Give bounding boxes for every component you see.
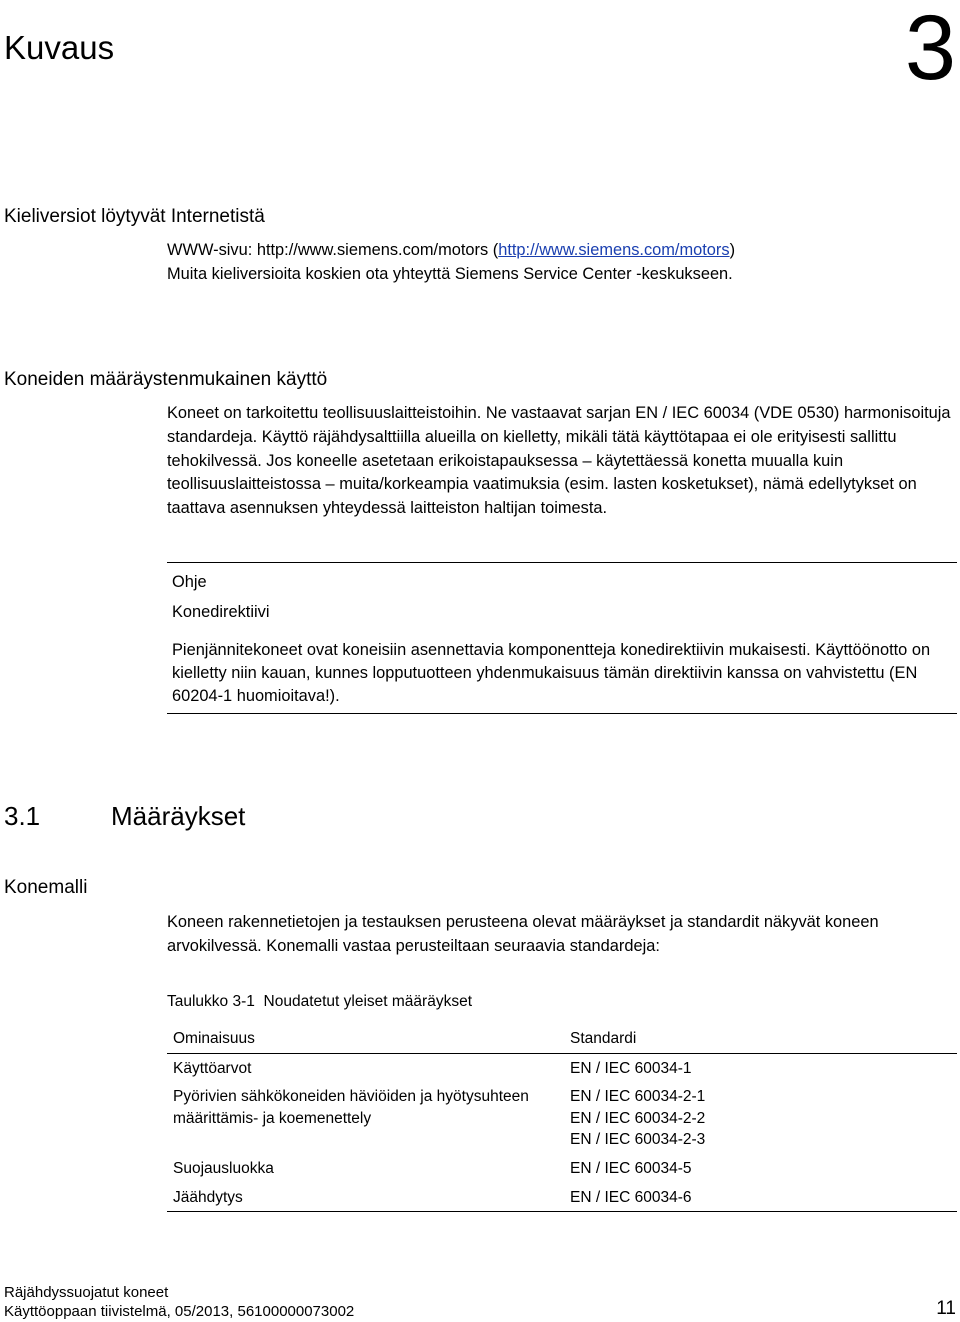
standard-value: EN / IEC 60034-1 — [570, 1059, 692, 1077]
note-box — [167, 562, 957, 714]
machine-design-heading: Konemalli — [4, 877, 88, 898]
language-versions-body — [167, 239, 957, 287]
footer-document-title: Räjähdyssuojatut koneet — [4, 1284, 169, 1301]
intended-use-heading: Koneiden määräystenmukainen käyttö — [4, 369, 328, 390]
note-label: Ohje — [172, 573, 207, 591]
note-title: Konedirektiivi — [172, 603, 270, 621]
chapter-title: Kuvaus — [4, 29, 115, 66]
table-row — [167, 1082, 957, 1154]
standard-cell — [564, 1053, 957, 1082]
intended-use-text — [167, 402, 957, 521]
table-row — [167, 1053, 957, 1082]
section-title — [4, 800, 245, 832]
property-cell: Suojausluokka — [173, 1159, 274, 1177]
table-caption — [167, 991, 472, 1013]
standard-cell — [564, 1183, 957, 1212]
note-text: Pienjännitekoneet ovat koneisiin asennettavia komponentteja konedirektiivin mukaisesti. Käyttöönotto on kielletty niin kauan, kunnes lopputuotteen yhdenmukaisuus tämän direktiivin kanssa on vahvistettu (EN 60204-1 huomioitava!). — [172, 641, 931, 706]
regulations-table — [167, 1025, 957, 1212]
property-cell: Käyttöarvot — [173, 1059, 252, 1077]
siemens-motors-link[interactable]: http://www.siemens.com/motors — [498, 241, 730, 259]
standard-value: EN / IEC 60034-2-3 — [570, 1131, 706, 1149]
language-versions-heading: Kieliversiot löytyvät Internetistä — [4, 206, 265, 227]
table-row — [167, 1154, 957, 1183]
column-header-property: Ominaisuus — [167, 1025, 564, 1053]
section-title-text: Määräykset — [111, 801, 246, 831]
standard-value: EN / IEC 60034-2-1 — [570, 1088, 706, 1106]
page-number: 11 — [936, 1298, 956, 1319]
machine-design-paragraph: Koneen rakennetietojen ja testauksen perusteena olevat määräykset ja standardit näkyvät koneen arvokilvessä. Konemalli vastaa perusteiltaan seuraavia standardeja: — [167, 913, 879, 955]
footer-document-info: Käyttöoppaan tiivistelmä, 05/2013, 56100000073002 — [4, 1303, 355, 1320]
table-row — [167, 1183, 957, 1212]
property-cell: Jäähdytys — [167, 1183, 564, 1212]
machine-design-text — [167, 911, 957, 959]
column-header-standard: Standardi — [564, 1025, 957, 1053]
standard-value: EN / IEC 60034-6 — [570, 1188, 692, 1206]
section-number: 3.1 — [4, 801, 41, 831]
table-caption-number: Taulukko 3-1 — [167, 993, 255, 1010]
property-cell: Pyörivien sähkökoneiden häviöiden ja hyötysuhteen määrittämis- ja koemenettely — [173, 1088, 529, 1127]
intended-use-paragraph: Koneet on tarkoitettu teollisuuslaitteistoihin. Ne vastaavat sarjan EN / IEC 60034 (VDE 0530) harmonisoituja standardeja. Käyttö räjähdysalttiilla alueilla on kielletty, mikäli tätä käyttötapaa ei ole erityisesti sallittu tehokilvessä. Jos koneelle asetetaan erikoistapauksessa – käytettäessä konetta muualla kuin teollisuuslaitteistossa – muita/korkeampia vaatimuksia (esim. lasten kosketukset), nämä edellytykset on taattava asennuksen yhteydessä laitteiston haltijan toimesta. — [167, 404, 951, 518]
table-header-row — [167, 1025, 957, 1053]
standard-cell — [564, 1154, 957, 1183]
table-caption-title: Noudatetut yleiset määräykset — [263, 993, 473, 1010]
standard-value: EN / IEC 60034-5 — [570, 1159, 692, 1177]
contact-text: Muita kieliversioita koskien ota yhteyttä Siemens Service Center -keskukseen. — [167, 264, 733, 283]
www-line — [167, 239, 957, 263]
www-prefix: WWW-sivu: http://www.siemens.com/motors ( — [167, 241, 499, 259]
standard-value: EN / IEC 60034-2-2 — [570, 1109, 706, 1127]
standard-cell — [564, 1082, 957, 1154]
chapter-number: 3 — [904, 0, 956, 99]
www-suffix: ) — [729, 241, 736, 259]
